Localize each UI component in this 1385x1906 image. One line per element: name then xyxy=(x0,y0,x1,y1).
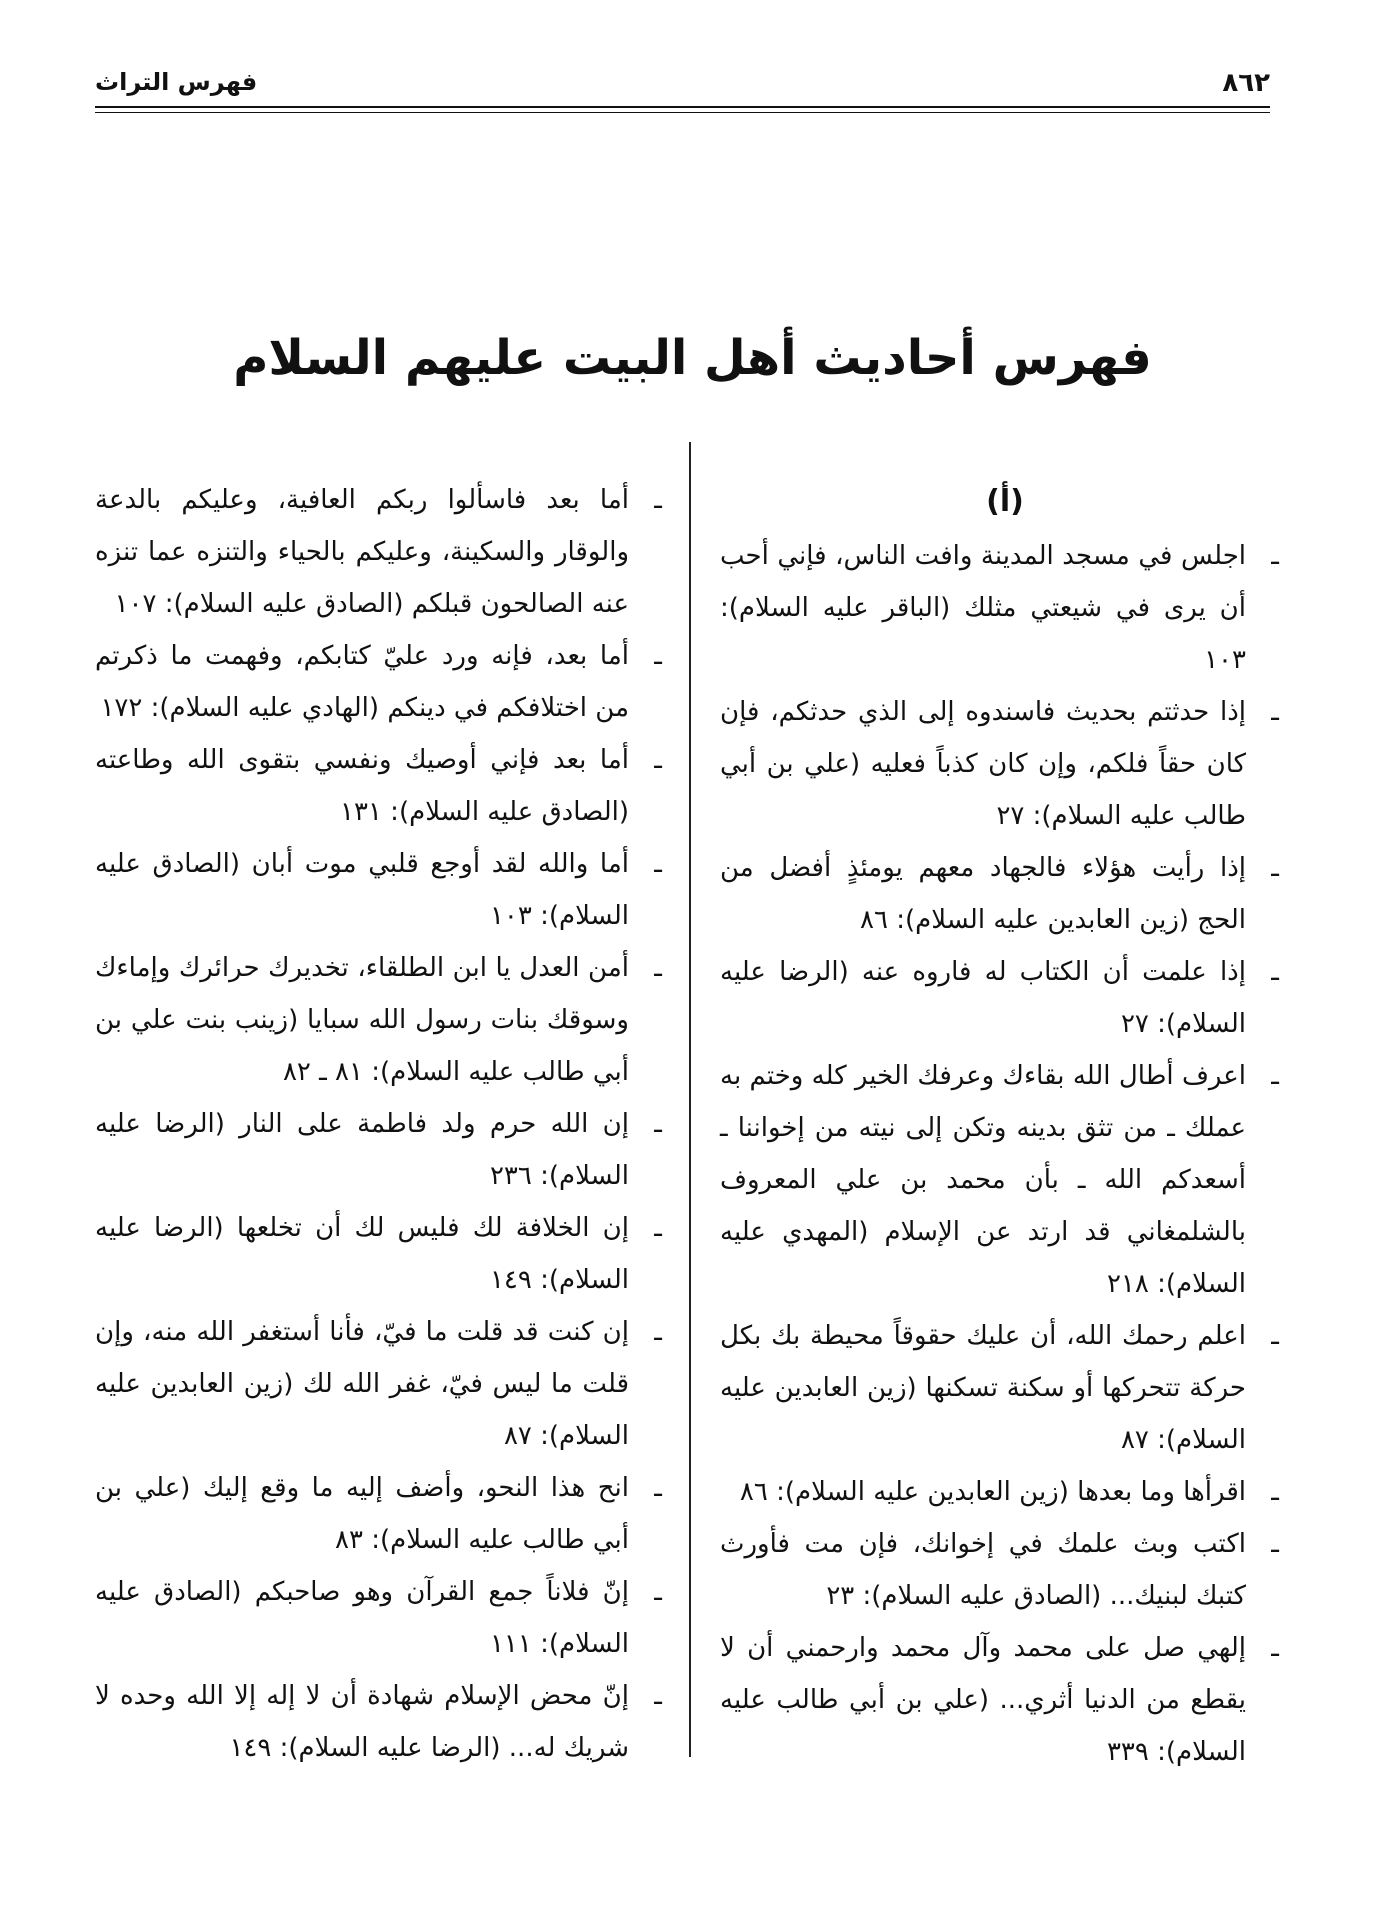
hadith-entry xyxy=(720,946,1290,1050)
list-marker: ـ xyxy=(1271,1477,1279,1507)
right-entries xyxy=(720,530,1290,1778)
hadith-text: إذا حدثتم بحديث فاسندوه إلى الذي حدثكم، فإن كان حقاً فلكم، وإن كان كذباً فعليه (علي بن أبي طالب عليه السلام): ٢٧ xyxy=(720,697,1246,831)
list-marker: ـ xyxy=(1271,1633,1279,1663)
list-marker: ـ xyxy=(654,1577,662,1607)
list-marker: ـ xyxy=(654,1473,662,1503)
hadith-entry xyxy=(95,1306,673,1462)
list-marker: ـ xyxy=(1271,1061,1279,1091)
hadith-text: أما بعد فإني أوصيك ونفسي بتقوى الله وطاعته (الصادق عليه السلام): ١٣١ xyxy=(95,745,629,827)
hadith-entry xyxy=(720,842,1290,946)
hadith-text: اقرأها وما بعدها (زين العابدين عليه السلام): ٨٦ xyxy=(739,1477,1246,1507)
section-letter: (أ) xyxy=(986,484,1024,519)
hadith-entry xyxy=(720,686,1290,842)
hadith-text: اجلس في مسجد المدينة وافت الناس، فإني أحب أن يرى في شيعتي مثلك (الباقر عليه السلام): ١٠٣ xyxy=(720,541,1246,675)
hadith-entry xyxy=(95,942,673,1098)
hadith-text: أما والله لقد أوجع قلبي موت أبان (الصادق عليه السلام): ١٠٣ xyxy=(95,849,629,931)
hadith-entry xyxy=(720,1622,1290,1778)
list-marker: ـ xyxy=(654,953,662,983)
hadith-entry xyxy=(95,474,673,630)
hadith-entry xyxy=(720,1310,1290,1466)
list-marker: ـ xyxy=(654,745,662,775)
list-marker: ـ xyxy=(1271,541,1279,571)
right-column xyxy=(720,474,1290,1778)
hadith-entry xyxy=(720,530,1290,686)
list-marker: ـ xyxy=(1271,1321,1279,1351)
hadith-text: اعرف أطال الله بقاءك وعرفك الخير كله وختم به عملك ـ من تثق بدينه وتكن إلى نيته من إخواننا ـ أسعدكم الله ـ بأن محمد بن علي المعروف بالشلمغاني قد ارتد عن الإسلام (المهدي عليه السلام): ٢١٨ xyxy=(720,1061,1246,1299)
list-marker: ـ xyxy=(654,849,662,879)
hadith-entry xyxy=(720,1466,1290,1518)
left-entries xyxy=(95,474,673,1774)
hadith-text: أمن العدل يا ابن الطلقاء، تخديرك حرائرك وإماءك وسوقك بنات رسول الله سبايا (زينب بنت علي بن أبي طالب عليه السلام): ٨١ ـ ٨٢ xyxy=(95,953,629,1087)
hadith-text: اكتب وبث علمك في إخوانك، فإن مت فأورث كتبك لبنيك... (الصادق عليه السلام): ٢٣ xyxy=(720,1529,1246,1611)
hadith-text: إذا رأيت هؤلاء فالجهاد معهم يومئذٍ أفضل من الحج (زين العابدين عليه السلام): ٨٦ xyxy=(720,853,1246,935)
header-rule-thick xyxy=(95,106,1270,108)
hadith-text: إن كنت قد قلت ما فيّ، فأنا أستغفر الله منه، وإن قلت ما ليس فيّ، غفر الله لك (زين العابدين عليه السلام): ٨٧ xyxy=(95,1317,629,1451)
hadith-text: انح هذا النحو، وأضف إليه ما وقع إليك (علي بن أبي طالب عليه السلام): ٨٣ xyxy=(95,1473,629,1555)
hadith-text: إن الخلافة لك فليس لك أن تخلعها (الرضا عليه السلام): ١٤٩ xyxy=(95,1213,629,1295)
hadith-entry xyxy=(720,1050,1290,1310)
hadith-entry xyxy=(95,1462,673,1566)
hadith-text: اعلم رحمك الله، أن عليك حقوقاً محيطة بك بكل حركة تتحركها أو سكنة تسكنها (زين العابدين عليه السلام): ٨٧ xyxy=(720,1321,1246,1455)
left-column xyxy=(95,474,673,1774)
hadith-entry xyxy=(95,1098,673,1202)
hadith-text: إنّ محض الإسلام شهادة أن لا إله إلا الله وحده لا شريك له... (الرضا عليه السلام): ١٤٩ xyxy=(95,1681,629,1763)
hadith-entry xyxy=(95,1670,673,1774)
hadith-text: إن الله حرم ولد فاطمة على النار (الرضا عليه السلام): ٢٣٦ xyxy=(95,1109,629,1191)
hadith-entry xyxy=(720,1518,1290,1622)
list-marker: ـ xyxy=(1271,697,1279,727)
hadith-text: إنّ فلاناً جمع القرآن وهو صاحبكم (الصادق عليه السلام): ١١١ xyxy=(95,1577,629,1659)
list-marker: ـ xyxy=(1271,1529,1279,1559)
list-marker: ـ xyxy=(1271,957,1279,987)
running-header xyxy=(95,62,1270,114)
hadith-entry xyxy=(95,734,673,838)
hadith-text: إلهي صل على محمد وآل محمد وارحمني أن لا يقطع من الدنيا أثري... (علي بن أبي طالب عليه السلام): ٣٣٩ xyxy=(720,1633,1246,1767)
page-number: ٨٦٢ xyxy=(1222,68,1270,98)
list-marker: ـ xyxy=(654,1317,662,1347)
page-title: فهرس أحاديث أهل البيت عليهم السلام xyxy=(233,330,1152,386)
list-marker: ـ xyxy=(654,1681,662,1711)
list-marker: ـ xyxy=(654,1213,662,1243)
hadith-text: أما بعد فاسألوا ربكم العافية، وعليكم بالدعة والوقار والسكينة، وعليكم بالحياء والتنزه عما تنزه عنه الصالحون قبلكم (الصادق عليه السلام): ١٠٧ xyxy=(95,485,629,619)
running-header-title: فهرس التراث xyxy=(95,68,258,96)
list-marker: ـ xyxy=(654,485,662,515)
hadith-text: إذا علمت أن الكتاب له فاروه عنه (الرضا عليه السلام): ٢٧ xyxy=(720,957,1246,1039)
hadith-entry xyxy=(95,1566,673,1670)
header-rule-thin xyxy=(95,112,1270,113)
hadith-entry xyxy=(95,1202,673,1306)
list-marker: ـ xyxy=(654,641,662,671)
hadith-entry xyxy=(95,838,673,942)
hadith-entry xyxy=(95,630,673,734)
list-marker: ـ xyxy=(1271,853,1279,883)
column-divider xyxy=(689,442,691,1757)
list-marker: ـ xyxy=(654,1109,662,1139)
hadith-text: أما بعد، فإنه ورد عليّ كتابكم، وفهمت ما ذكرتم من اختلافكم في دينكم (الهادي عليه السلام): ١٧٢ xyxy=(95,641,629,723)
